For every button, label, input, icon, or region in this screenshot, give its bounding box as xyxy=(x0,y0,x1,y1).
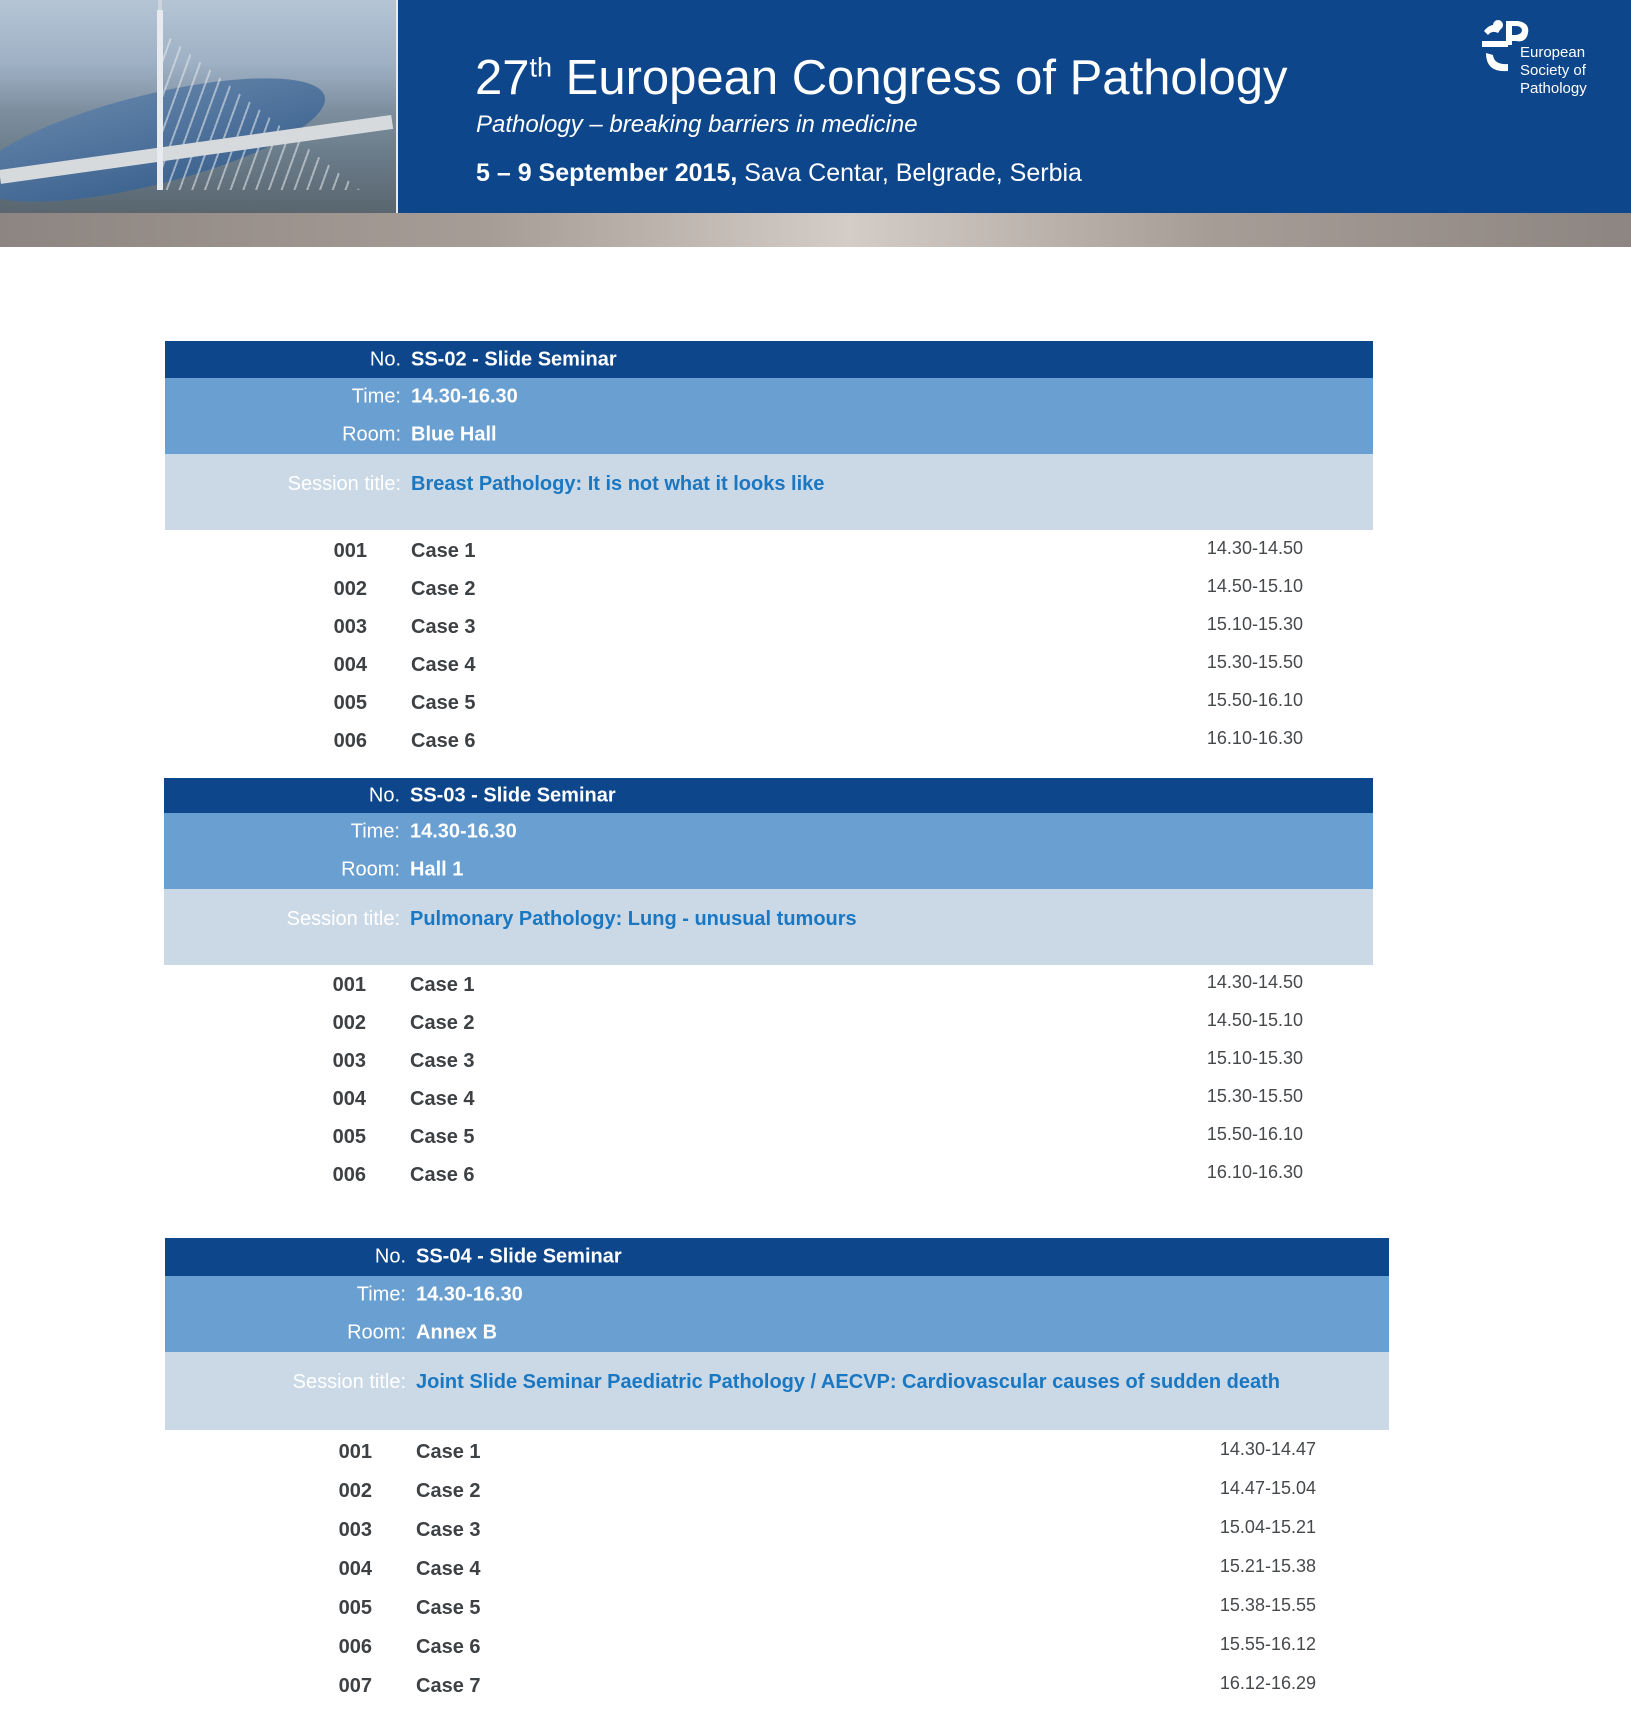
case-name: Case 6 xyxy=(416,1636,481,1658)
case-name: Case 1 xyxy=(416,1441,481,1463)
session-time: 14.30-16.30 xyxy=(410,820,517,843)
case-number: 001 xyxy=(332,974,366,996)
case-row xyxy=(165,1586,1389,1625)
session-number-row xyxy=(165,341,1373,378)
case-name: Case 2 xyxy=(411,578,476,600)
session-room-row xyxy=(165,416,1373,454)
congress-subtitle: Pathology – breaking barriers in medicine xyxy=(476,111,918,138)
case-time: 15.30-15.50 xyxy=(1206,652,1303,672)
case-number: 005 xyxy=(333,692,367,714)
case-name: Case 5 xyxy=(416,1597,481,1619)
case-row xyxy=(165,682,1373,720)
case-row xyxy=(165,1625,1389,1664)
room-label: Room: xyxy=(341,858,400,881)
case-row xyxy=(165,720,1373,758)
room-label: Room: xyxy=(347,1321,406,1344)
case-list xyxy=(165,530,1373,758)
case-time: 16.12-16.29 xyxy=(1219,1673,1316,1693)
case-name: Case 1 xyxy=(411,540,476,562)
session-meta xyxy=(165,378,1373,454)
case-row xyxy=(165,644,1373,682)
case-list xyxy=(165,1430,1389,1703)
case-number: 006 xyxy=(333,730,367,752)
case-row xyxy=(165,568,1373,606)
no-label: No. xyxy=(368,784,400,806)
case-name: Case 5 xyxy=(410,1126,475,1148)
case-time: 14.30-14.50 xyxy=(1206,972,1303,992)
case-name: Case 4 xyxy=(416,1558,481,1580)
session-title-label: Session title: xyxy=(287,473,401,495)
case-time: 15.50-16.10 xyxy=(1206,1124,1303,1144)
photo-divider xyxy=(396,0,398,213)
time-label: Time: xyxy=(356,1283,406,1306)
congress-dates: 5 – 9 September 2015, Sava Centar, Belgrade, Serbia xyxy=(476,159,1082,187)
case-number: 003 xyxy=(332,1050,366,1072)
case-number: 007 xyxy=(338,1675,372,1697)
case-number: 001 xyxy=(338,1441,372,1463)
session-time-row xyxy=(165,1276,1389,1314)
case-row xyxy=(164,1117,1373,1155)
session-title-label: Session title: xyxy=(286,908,400,930)
session-ss-03 xyxy=(164,778,1373,1193)
session-number: SS-02 - Slide Seminar xyxy=(411,348,617,370)
case-row xyxy=(164,1003,1373,1041)
case-number: 003 xyxy=(338,1519,372,1541)
case-name: Case 6 xyxy=(411,730,476,752)
case-time: 16.10-16.30 xyxy=(1206,728,1303,748)
case-number: 002 xyxy=(338,1480,372,1502)
case-name: Case 2 xyxy=(410,1012,475,1034)
case-row xyxy=(165,1664,1389,1703)
case-time: 15.30-15.50 xyxy=(1206,1086,1303,1106)
case-time: 15.10-15.30 xyxy=(1206,1048,1303,1068)
case-name: Case 3 xyxy=(416,1519,481,1541)
esp-logo xyxy=(1478,17,1608,107)
case-row xyxy=(165,1430,1389,1469)
case-number: 002 xyxy=(332,1012,366,1034)
case-name: Case 3 xyxy=(410,1050,475,1072)
session-meta xyxy=(164,813,1373,889)
case-number: 001 xyxy=(333,540,367,562)
session-room: Blue Hall xyxy=(411,423,497,446)
session-room: Hall 1 xyxy=(410,858,464,881)
belgrade-bridge-photo xyxy=(0,0,396,213)
case-number: 004 xyxy=(332,1088,366,1110)
case-name: Case 6 xyxy=(410,1164,475,1186)
case-name: Case 7 xyxy=(416,1675,481,1697)
session-title-row xyxy=(164,889,1373,965)
room-label: Room: xyxy=(342,423,401,446)
case-time: 15.55-16.12 xyxy=(1219,1634,1316,1654)
case-row xyxy=(165,530,1373,568)
time-label: Time: xyxy=(350,820,400,843)
case-time: 16.10-16.30 xyxy=(1206,1162,1303,1182)
session-number-row xyxy=(165,1238,1389,1276)
case-number: 005 xyxy=(332,1126,366,1148)
case-time: 15.10-15.30 xyxy=(1206,614,1303,634)
case-row xyxy=(165,1547,1389,1586)
session-time-row xyxy=(164,813,1373,851)
session-ss-04 xyxy=(165,1238,1389,1703)
case-time: 14.50-15.10 xyxy=(1206,1010,1303,1030)
session-time: 14.30-16.30 xyxy=(411,385,518,408)
case-row xyxy=(165,1469,1389,1508)
session-number-row xyxy=(164,778,1373,813)
session-title-row xyxy=(165,1352,1389,1430)
case-number: 003 xyxy=(333,616,367,638)
session-number: SS-04 - Slide Seminar xyxy=(416,1245,622,1268)
case-name: Case 4 xyxy=(410,1088,475,1110)
case-name: Case 3 xyxy=(411,616,476,638)
session-time-row xyxy=(165,378,1373,416)
session-ss-02 xyxy=(165,341,1373,758)
session-room-row xyxy=(164,851,1373,889)
case-number: 006 xyxy=(332,1164,366,1186)
case-name: Case 1 xyxy=(410,974,475,996)
session-room-row xyxy=(165,1314,1389,1352)
case-row xyxy=(164,965,1373,1003)
case-number: 002 xyxy=(333,578,367,600)
no-label: No. xyxy=(369,348,401,370)
no-label: No. xyxy=(374,1245,406,1268)
case-name: Case 2 xyxy=(416,1480,481,1502)
esp-logo-text: European Society of Pathology xyxy=(1520,44,1587,97)
case-name: Case 4 xyxy=(411,654,476,676)
case-list xyxy=(164,965,1373,1193)
session-title-label: Session title: xyxy=(292,1371,406,1393)
case-row xyxy=(164,1079,1373,1117)
congress-banner xyxy=(0,0,1631,247)
case-row xyxy=(164,1155,1373,1193)
case-time: 14.30-14.50 xyxy=(1206,538,1303,558)
case-name: Case 5 xyxy=(411,692,476,714)
time-label: Time: xyxy=(351,385,401,408)
case-time: 14.50-15.10 xyxy=(1206,576,1303,596)
session-time: 14.30-16.30 xyxy=(416,1283,523,1306)
session-number: SS-03 - Slide Seminar xyxy=(410,784,616,806)
case-number: 005 xyxy=(338,1597,372,1619)
case-time: 14.30-14.47 xyxy=(1219,1439,1316,1459)
case-time: 15.38-15.55 xyxy=(1219,1595,1316,1615)
session-title[interactable]: Pulmonary Pathology: Lung - unusual tumours xyxy=(410,908,857,930)
session-room: Annex B xyxy=(416,1321,498,1344)
session-meta xyxy=(165,1276,1389,1352)
session-title[interactable]: Breast Pathology: It is not what it looks like xyxy=(411,473,825,495)
case-time: 15.50-16.10 xyxy=(1206,690,1303,710)
congress-title: 27th European Congress of Pathology xyxy=(475,51,1288,105)
session-title[interactable]: Joint Slide Seminar Paediatric Pathology / AECVP: Cardiovascular causes of sudden death xyxy=(416,1371,1280,1393)
case-row xyxy=(165,1508,1389,1547)
case-row xyxy=(165,606,1373,644)
case-number: 004 xyxy=(333,654,367,676)
case-time: 14.47-15.04 xyxy=(1219,1478,1316,1498)
case-time: 15.04-15.21 xyxy=(1219,1517,1316,1537)
case-row xyxy=(164,1041,1373,1079)
case-time: 15.21-15.38 xyxy=(1219,1556,1316,1576)
case-number: 004 xyxy=(338,1558,372,1580)
session-title-row xyxy=(165,454,1373,530)
banner-gradient-band xyxy=(0,213,1631,247)
case-number: 006 xyxy=(338,1636,372,1658)
